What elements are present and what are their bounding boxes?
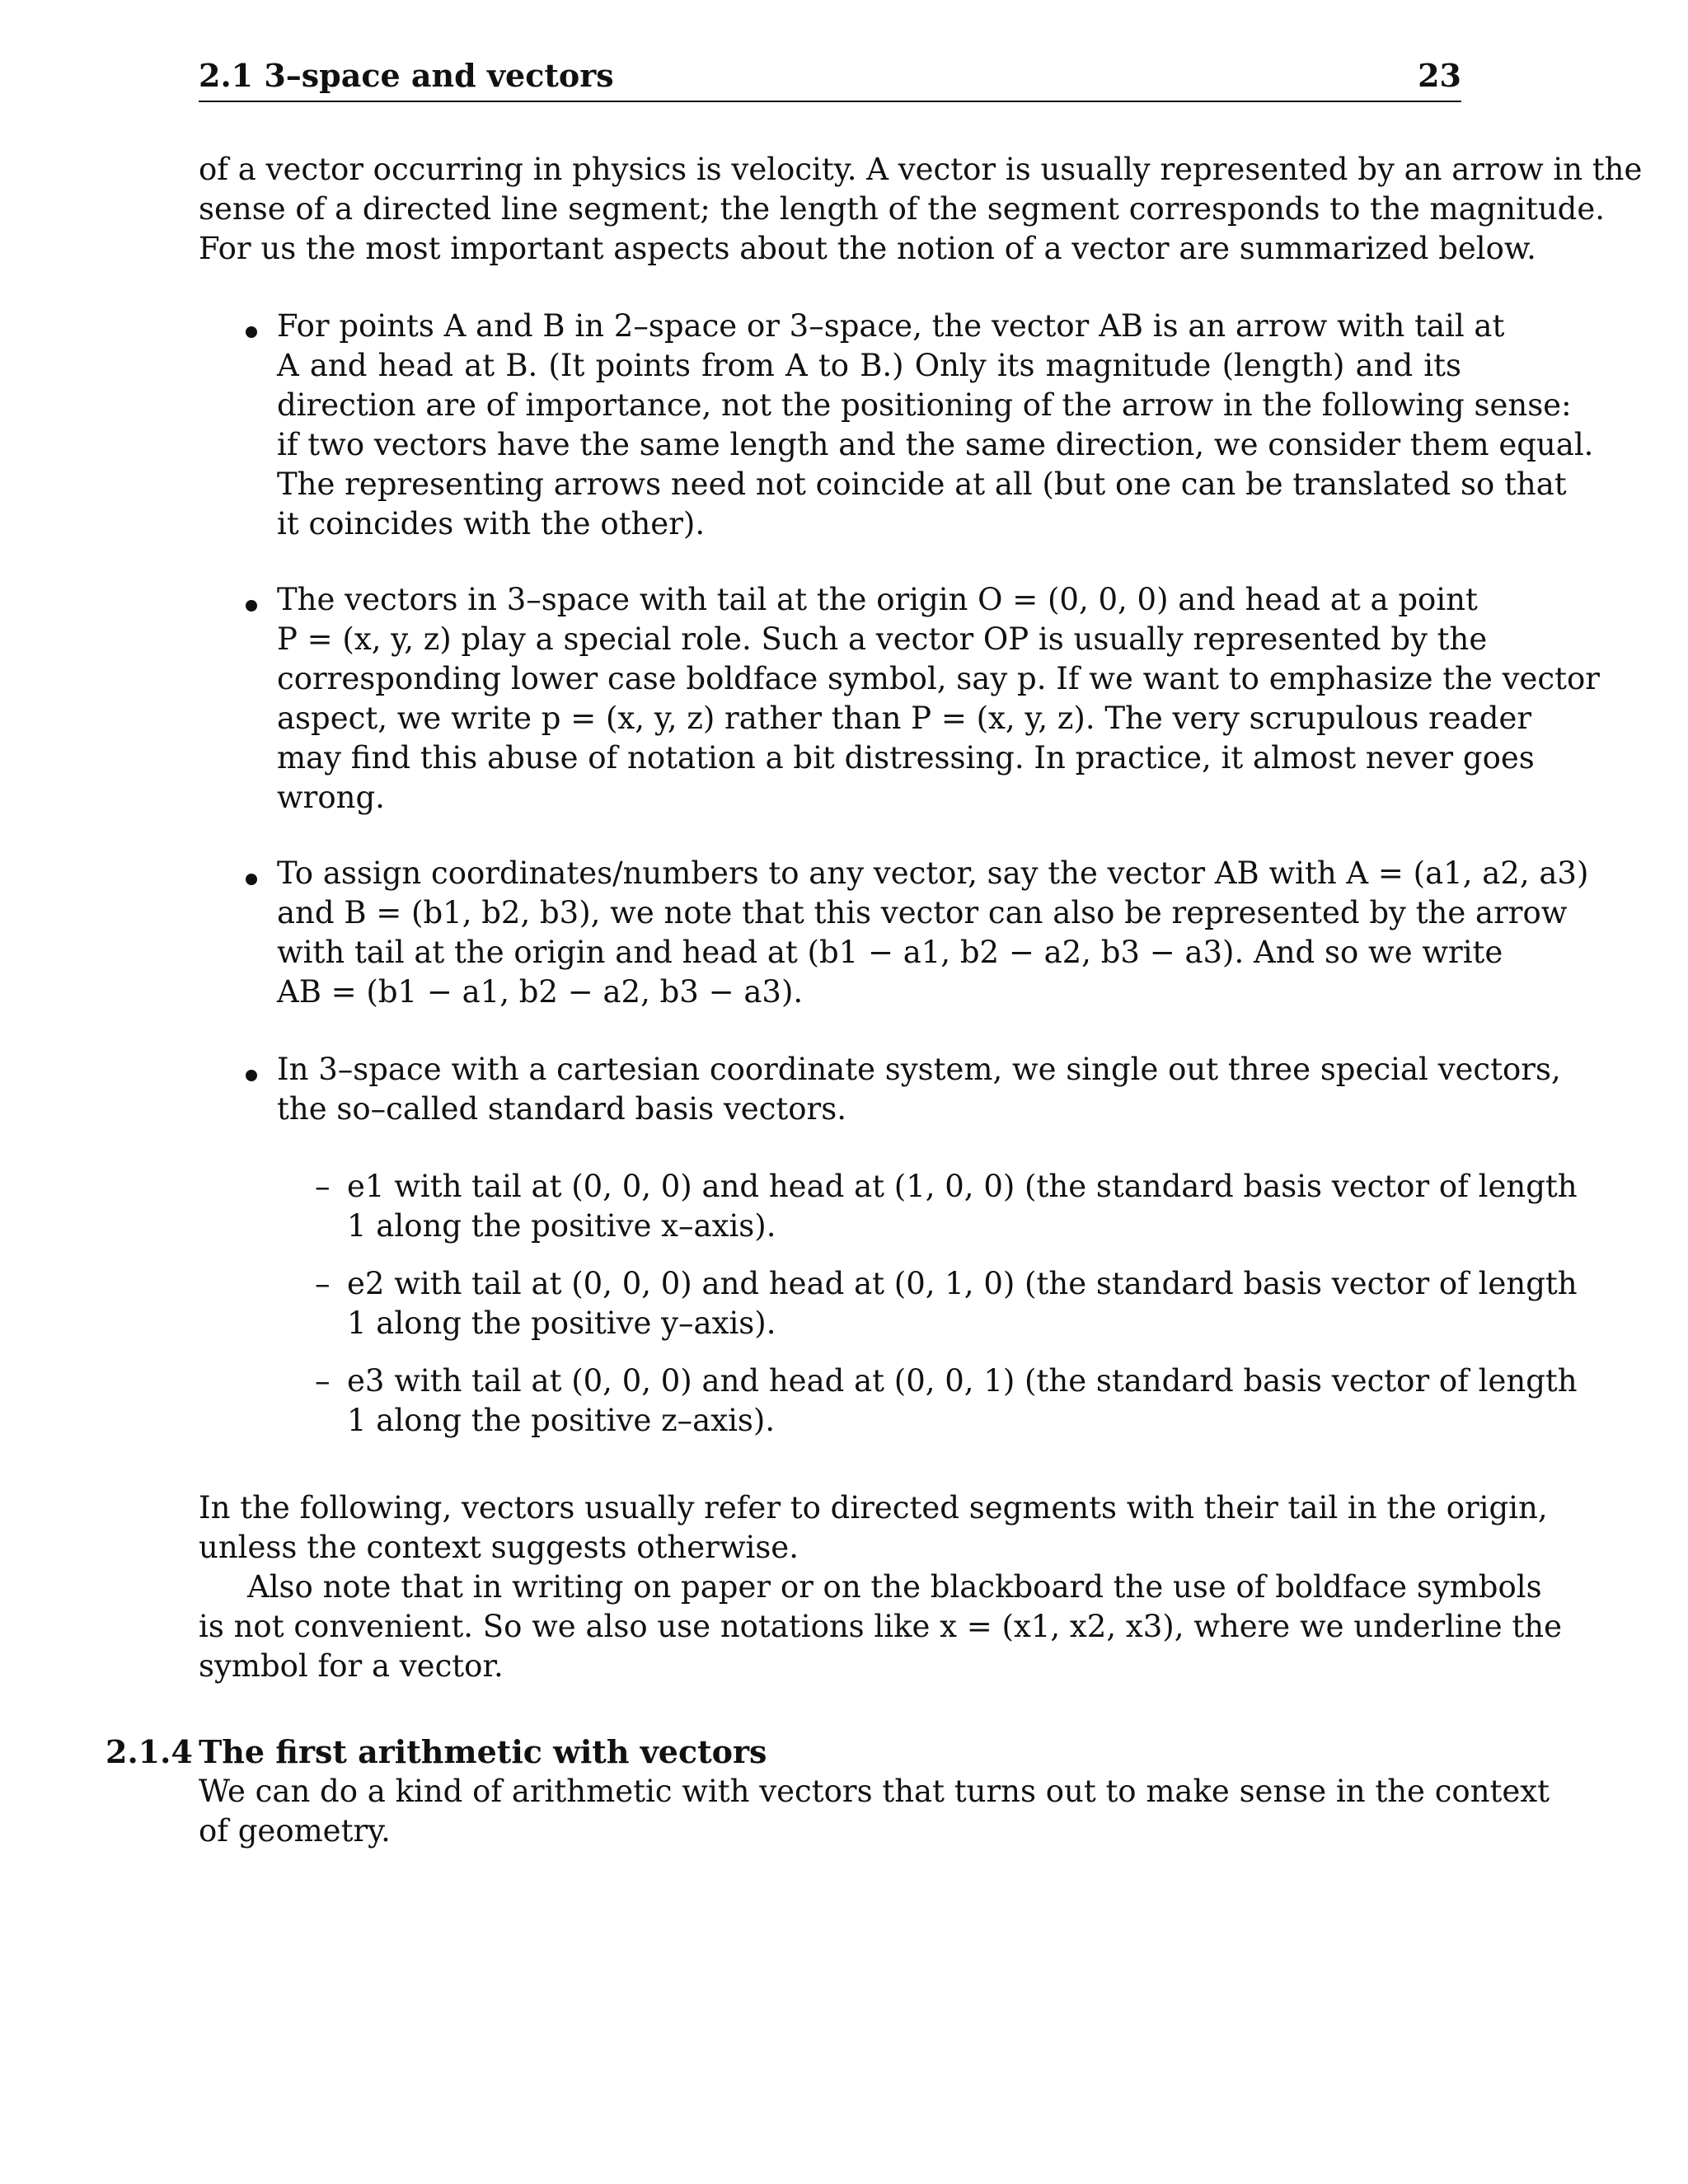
text-line: wrong.: [277, 780, 385, 815]
text-line: aspect, we write p = (x, y, z) rather than P = (x, y, z). The very scrupulous reader: [277, 701, 1532, 736]
text-line: if two vectors have the same length and the same direction, we consider them equal.: [277, 427, 1594, 462]
text-line: corresponding lower case boldface symbol, say p. If we want to emphasize the vector: [277, 661, 1600, 696]
text-line: of a vector occurring in physics is velocity. A vector is usually represented by an arrow in the: [199, 152, 1643, 187]
bullet-icon: [246, 600, 257, 612]
text-line: Also note that in writing on paper or on the blackboard the use of boldface symbols: [247, 1569, 1542, 1605]
text-line: For points A and B in 2–space or 3–space, the vector AB is an arrow with tail at: [277, 308, 1505, 344]
text-line: In the following, vectors usually refer to directed segments with their tail in the origin,: [199, 1490, 1548, 1526]
text-line: In 3–space with a cartesian coordinate system, we single out three special vectors,: [277, 1052, 1561, 1087]
text-line: e2 with tail at (0, 0, 0) and head at (0, 1, 0) (the standard basis vector of length: [347, 1266, 1578, 1301]
dash-icon: –: [315, 1363, 331, 1399]
bullet-icon: [246, 874, 257, 885]
text-line: e3 with tail at (0, 0, 0) and head at (0, 0, 1) (the standard basis vector of length: [347, 1363, 1578, 1399]
text-line: AB = (b1 − a1, b2 − a2, b3 − a3).: [277, 974, 804, 1010]
text-line: The vectors in 3–space with tail at the origin O = (0, 0, 0) and head at a point: [277, 582, 1478, 617]
dash-icon: –: [315, 1266, 331, 1301]
text-line: with tail at the origin and head at (b1 − a1, b2 − a2, b3 − a3). And so we write: [277, 935, 1503, 970]
text-line: may find this abuse of notation a bit distressing. In practice, it almost never goes: [277, 740, 1535, 776]
text-line: sense of a directed line segment; the length of the segment corresponds to the magnitude.: [199, 191, 1606, 227]
text-line: direction are of importance, not the positioning of the arrow in the following sense:: [277, 387, 1572, 423]
text-line: unless the context suggests otherwise.: [199, 1530, 799, 1565]
text-line: 1 along the positive x–axis).: [347, 1208, 776, 1244]
text-line: P = (x, y, z) play a special role. Such a vector OP is usually represented by the: [277, 621, 1488, 657]
text-line: To assign coordinates/numbers to any vector, say the vector AB with A = (a1, a2, a3): [277, 855, 1589, 891]
text-line: We can do a kind of arithmetic with vectors that turns out to make sense in the context: [199, 1774, 1550, 1809]
text-line: the so–called standard basis vectors.: [277, 1091, 846, 1127]
text-line: e1 with tail at (0, 0, 0) and head at (1, 0, 0) (the standard basis vector of length: [347, 1169, 1578, 1204]
text-line: and B = (b1, b2, b3), we note that this vector can also be represented by the arrow: [277, 895, 1568, 930]
running-header: [199, 51, 1461, 102]
text-line: The representing arrows need not coincide at all (but one can be translated so that: [277, 466, 1567, 502]
text-line: For us the most important aspects about the notion of a vector are summarized below.: [199, 231, 1536, 266]
bullet-icon: [246, 326, 257, 338]
text-line: 1 along the positive z–axis).: [347, 1403, 776, 1438]
text-line: is not convenient. So we also use notations like x = (x1, x2, x3), where we underline the: [199, 1609, 1562, 1644]
bullet-icon: [246, 1070, 257, 1081]
header-section-title: 2.1 3–space and vectors: [199, 57, 614, 94]
dash-icon: –: [315, 1169, 331, 1204]
section-title: The first arithmetic with vectors: [199, 1733, 767, 1770]
text-line: 1 along the positive y–axis).: [347, 1305, 776, 1341]
text-line: of geometry.: [199, 1813, 391, 1849]
section-number: 2.1.4: [106, 1733, 193, 1770]
text-line: it coincides with the other).: [277, 506, 706, 541]
text-line: A and head at B. (It points from A to B.) Only its magnitude (length) and its: [277, 348, 1461, 383]
text-line: symbol for a vector.: [199, 1648, 504, 1684]
page-number: 23: [1418, 57, 1461, 94]
